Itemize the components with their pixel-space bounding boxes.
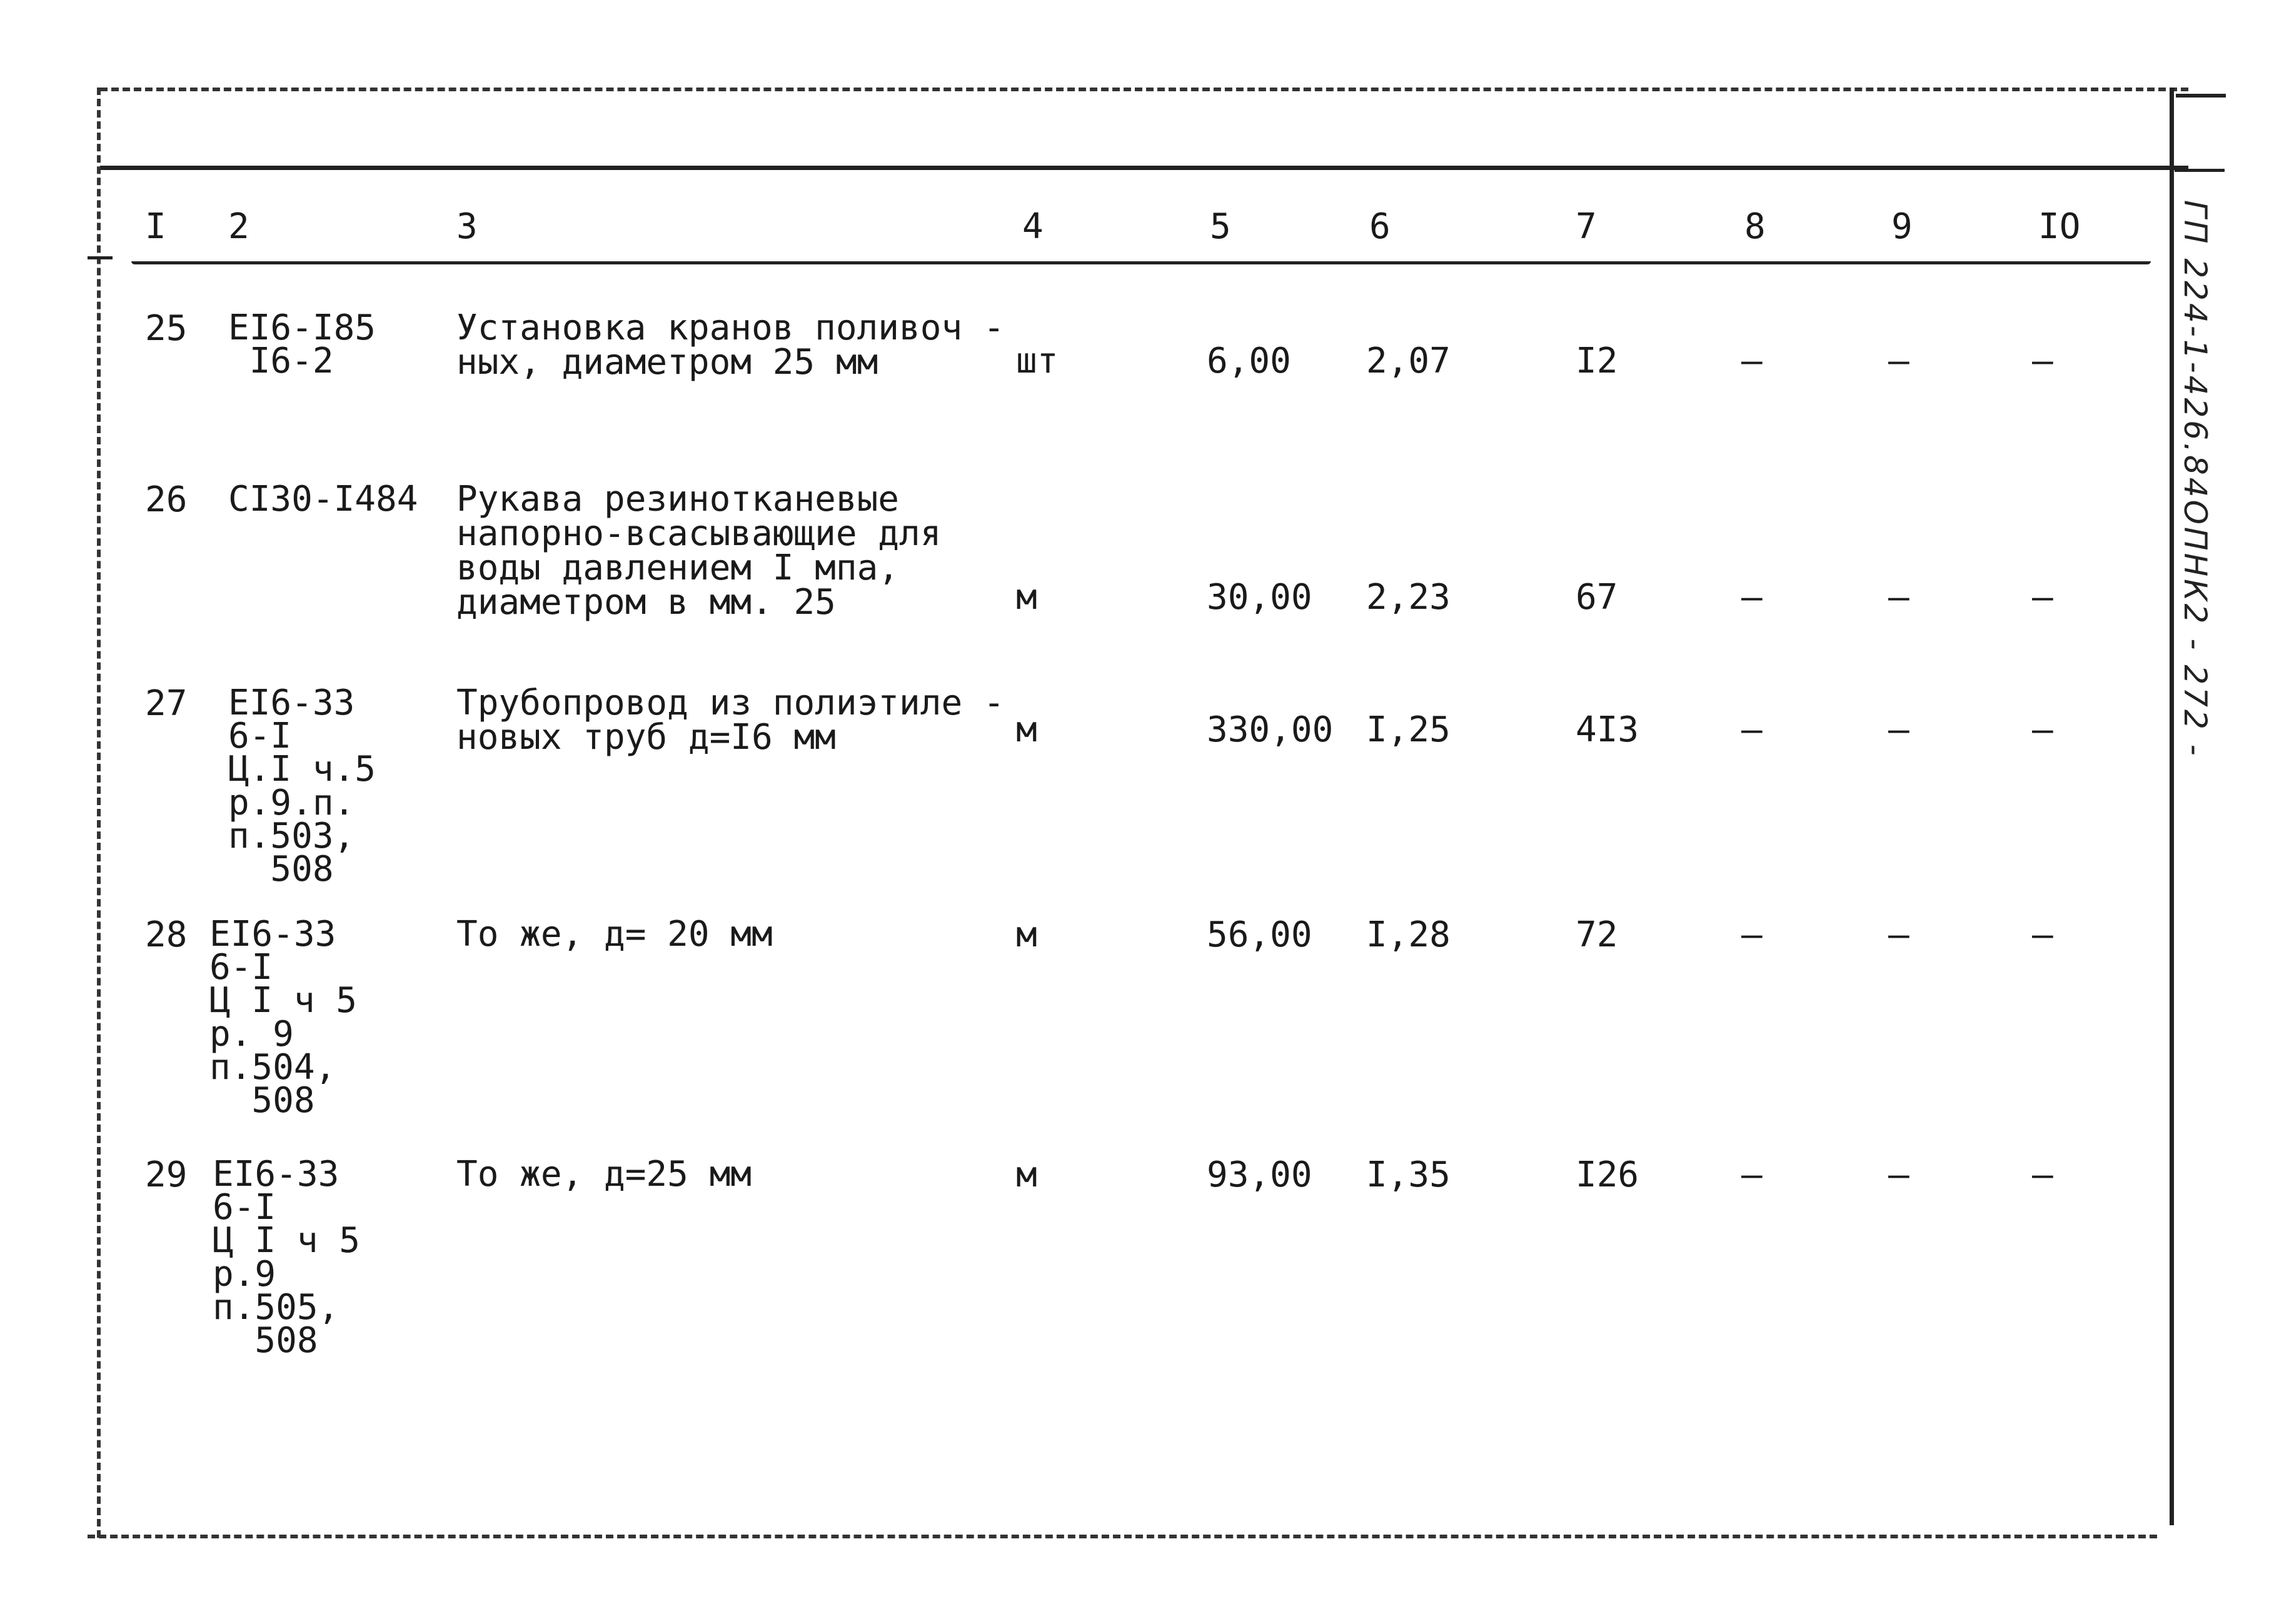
row-col8: – — [1741, 577, 1763, 618]
document-side-code: ГП 224-1-426.84ОПНК2 - 272 - — [2177, 200, 2213, 758]
row-qty: 93,00 — [1207, 1155, 1312, 1195]
row-total: 67 — [1576, 577, 1618, 618]
row-price: I,28 — [1366, 915, 1451, 955]
row-col8: – — [1741, 709, 1763, 750]
row-number: 28 — [145, 915, 188, 955]
row-number: 25 — [145, 308, 188, 349]
row-unit: м — [1016, 577, 1037, 618]
col-header-2: 2 — [228, 206, 249, 247]
row-col9: – — [1888, 1155, 1909, 1195]
col-header-9: 9 — [1891, 206, 1913, 247]
header-left-tick — [88, 256, 113, 259]
row-total: 4I3 — [1576, 709, 1639, 750]
header-underline — [131, 261, 2151, 264]
col-header-7: 7 — [1576, 206, 1597, 247]
frame-left-dashed — [97, 88, 101, 1538]
frame-bottom-dashed — [88, 1535, 2157, 1538]
row-col10: – — [2032, 915, 2053, 955]
row-col10: – — [2032, 709, 2053, 750]
row-code: CI30-I484 — [228, 479, 418, 519]
frame-right-stub — [2176, 94, 2226, 98]
col-header-8: 8 — [1744, 206, 1766, 247]
row-col10: – — [2032, 1155, 2053, 1195]
row-qty: 6,00 — [1207, 341, 1291, 381]
col-header-4: 4 — [1022, 206, 1044, 247]
frame-right-rule — [2170, 88, 2174, 1525]
row-code: EI6-33 6-I Ц I ч 5 р.9 п.505, 508 — [213, 1154, 361, 1361]
row-col8: – — [1741, 915, 1763, 955]
row-description: Установка кранов поливоч - ных, диаметром 25 мм — [456, 308, 1005, 383]
row-unit: м — [1016, 915, 1037, 955]
col-header-3: 3 — [456, 206, 478, 247]
row-number: 26 — [145, 479, 188, 520]
col-header-5: 5 — [1210, 206, 1231, 247]
row-description: То же, д=25 мм — [456, 1154, 752, 1195]
row-qty: 56,00 — [1207, 915, 1312, 955]
row-col10: – — [2032, 341, 2053, 381]
row-col8: – — [1741, 341, 1763, 381]
col-header-1: I — [145, 206, 166, 247]
col-header-6: 6 — [1369, 206, 1391, 247]
frame-right-tick — [2175, 169, 2225, 172]
row-code: EI6-33 6-I Ц I ч 5 р. 9 п.504, 508 — [209, 914, 358, 1121]
row-number: 29 — [145, 1155, 188, 1195]
row-unit: м — [1016, 709, 1037, 750]
row-code: EI6-33 6-I Ц.I ч.5 р.9.п. п.503, 508 — [228, 683, 376, 890]
row-col9: – — [1888, 577, 1909, 618]
row-price: I,35 — [1366, 1155, 1451, 1195]
row-col8: – — [1741, 1155, 1763, 1195]
row-description: Трубопровод из полиэтиле - новых труб д=I6 мм — [456, 683, 1005, 758]
row-col10: – — [2032, 577, 2053, 618]
row-code: EI6-I85 I6-2 — [228, 308, 376, 382]
row-total: I2 — [1576, 341, 1618, 381]
row-total: 72 — [1576, 915, 1618, 955]
frame-top-rule — [100, 166, 2188, 170]
row-unit: шт — [1016, 341, 1059, 381]
row-number: 27 — [145, 683, 188, 724]
row-qty: 330,00 — [1207, 709, 1334, 750]
row-description: То же, д= 20 мм — [456, 914, 773, 955]
frame-top-dashed — [100, 88, 2188, 91]
row-total: I26 — [1576, 1155, 1639, 1195]
row-unit: м — [1016, 1155, 1037, 1195]
row-col9: – — [1888, 709, 1909, 750]
row-price: I,25 — [1366, 709, 1451, 750]
row-col9: – — [1888, 915, 1909, 955]
row-price: 2,23 — [1366, 577, 1451, 618]
row-qty: 30,00 — [1207, 577, 1312, 618]
row-col9: – — [1888, 341, 1909, 381]
col-header-10: IO — [2038, 206, 2081, 247]
row-price: 2,07 — [1366, 341, 1451, 381]
row-description: Рукава резинотканевые напорно-всасывающие для воды давлением I мпа, диаметром в мм. 25 — [456, 479, 942, 623]
